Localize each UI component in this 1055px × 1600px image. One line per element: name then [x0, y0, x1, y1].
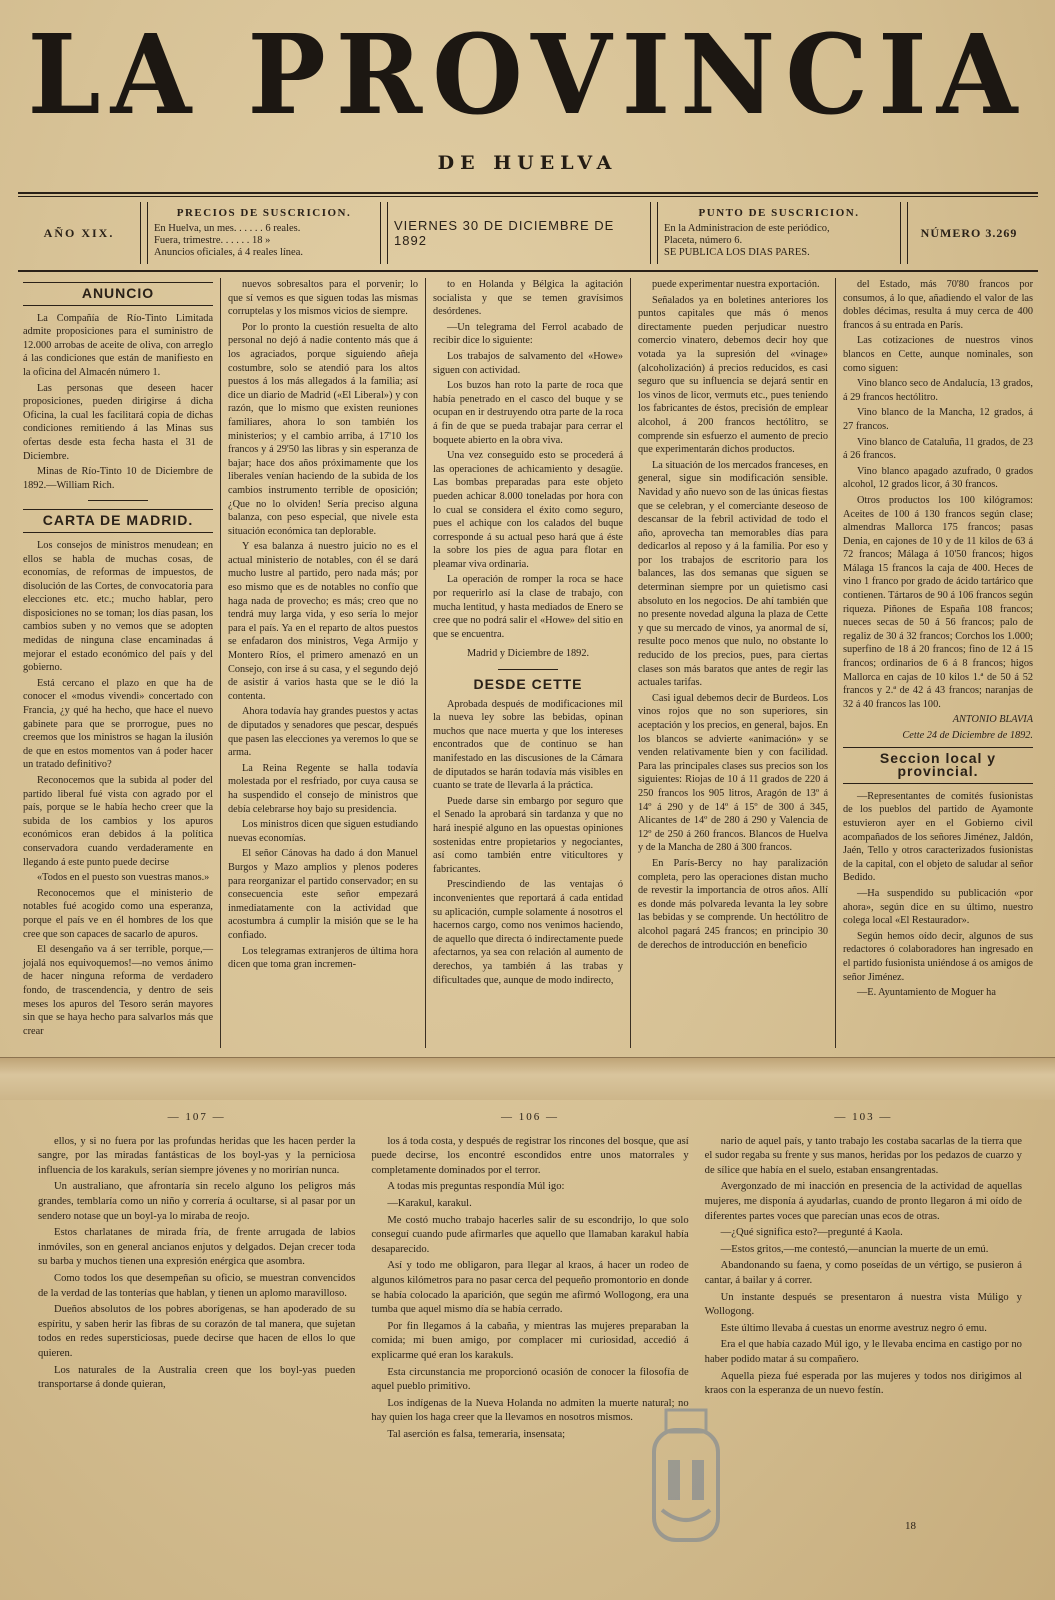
paragraph: En París-Bercy no hay paralización completa, pero las operaciones distan mucho de revestir la importancia de otros años. Allí es donde más polvareda levanta la ley sobre las bebidas y se comprende. Un hectólitro de alcohol pagará 245 francos; en principio 30 de derechos de introducción en beneficio: [638, 857, 829, 951]
column-rule: [220, 278, 221, 1048]
paragraph: Esta circunstancia me proporcionó ocasión de conocer la filosofía de aquel pueblo primitivo.: [371, 1366, 689, 1393]
paragraph: —Un telegrama del Ferrol acabado de recibir dice lo siguiente:: [433, 321, 624, 347]
folletin-page-107: [30, 1110, 363, 1590]
point-line: En la Administracion de este periódico,: [664, 223, 830, 234]
paragraph: Los buzos han roto la parte de roca que había penetrado en el casco del buque y se ocupan en ir destruyendo otra parte de la roca á fin de que se pueda trabajar para cerrar el boquete abierto en la obra viva.: [433, 380, 624, 446]
page-number: 18: [905, 1520, 916, 1532]
page-marker: — 107 —: [167, 1111, 226, 1123]
newspaper-title: LA PROVINCIA: [27, 9, 1028, 140]
paragraph: Tal aserción es falsa, temeraria, insensata;: [387, 1428, 566, 1440]
paragraph: La Reina Regente se halla todavía molestada por el resfriado, por cuya causa se ha suspendido el consejo de ministros que debía celebrarse hoy bajo su presidencia.: [228, 762, 419, 815]
paragraph: Vino blanco de la Mancha, 12 grados, á 27 francos.: [843, 407, 1034, 432]
paragraph: La situación de los mercados franceses, en general, sigue sin modificación sensible. Navidad y año nuevo son de las únicas fiestas que se celebran, y el comerciante deseoso de descansar de la febril actividad de todo el año, aprovecha tan memorables días para dedicarlos al reposo y á la familia. Por eso y por los trabajos de escritorio para los balances, las dos semanas que siguen se determinan siempre por un quietismo casi absoluto en los negocios. De ahí también que no presente novedad alguna la plaza de Cette y que su mercado de vinos, ya anormal de sí, resulte poco menos que nulo, no obstante lo reducido de los precios, pues, para ciertas clases son más baratos que antes de regir las actuales tarifas.: [638, 459, 829, 689]
divider: [498, 669, 558, 670]
column-1: [18, 278, 218, 1048]
paragraph: Por fin llegamos á la cabaña, y mientras las mujeres preparaban la comida; mi buen amigo, por complacer mi curiosidad, accedió á explicarme qué eran los karakuls.: [371, 1320, 689, 1361]
carta-heading: CARTA DE MADRID.: [23, 509, 213, 533]
paragraph: nuevos sobresaltos para el porvenir; lo que sí vemos es que siguen todas las mismas corruptelas y los mismos vicios de siempre.: [228, 279, 419, 318]
column-rule: [630, 278, 631, 1048]
info-separator: [140, 202, 148, 264]
paragraph: nario de aquel país, y tanto trabajo les costaba sacarlas de la tierra que el sudor regaba su frente y sus manos, heridas por los pedazos de cuarzo y de sílice que había en el suelo, estaban ensangrentadas.: [704, 1135, 1022, 1176]
paragraph: Los ministros dicen que siguen estudiando nuevas economías.: [228, 819, 419, 844]
paragraph: Los consejos de ministros menudean; en ellos se habla de muchas cosas, de economías, de reformas de impuestos, de disolución de las Cortes, de convocatoria para elecciones etc. etc.; mucho hablar, pero disposiciones no se toman; los días pasan, los cambios suben y no vemos que se adopten medidas de ninguna clase encaminadas á mejorar el estado económico del país y del gobierno.: [23, 539, 214, 674]
paragraph: El señor Cánovas ha dado á don Manuel Burgos y Mazo amplios y plenos poderes para reorganizar el partido conservador; en su consecuencia este señor empezará inmediatamente con la actividad que acostumbra á cumplir la misión que se le ha confiado.: [228, 848, 419, 941]
paragraph: puede experimentar nuestra exportación.: [652, 279, 820, 290]
column-5: [838, 278, 1038, 1048]
price-line: En Huelva, un mes. . . . . . 6 reales.: [154, 223, 301, 234]
paragraph: Ahora todavía hay grandes puestos y actas de diputados y senadores que pescar, después que pasen las elecciones ya veremos lo que se arma.: [228, 706, 419, 759]
divider: [88, 500, 148, 501]
info-separator: [650, 202, 658, 264]
paragraph: Vino blanco seco de Andalucía, 13 grados, á 29 francos hectólitro.: [843, 378, 1034, 403]
paragraph: Me costó mucho trabajo hacerles salir de su escondrijo, lo que solo conseguí cuando pude afirmarles que aquello que llamaban karakul había desaparecido.: [371, 1214, 689, 1255]
price-line: Fuera, trimestre. . . . . . 18 »: [154, 235, 271, 246]
paragraph: Está cercano el plazo en que ha de conocer el «modus vivendi» concertado con Francia, ¿y qué ha hecho, que hace el nuevo gabinete para que se prorrogue, pues no creemos que los ministros se hagan la ilusión de que en estos momentos van á poder hacer un tratado definitivo?: [23, 677, 214, 771]
info-separator: [900, 202, 908, 264]
paragraph: —Estos gritos,—me contestó,—anuncian la muerte de un emú.: [720, 1243, 989, 1255]
coat-of-arms-icon: [646, 1400, 726, 1560]
anuncio-heading: ANUNCIO: [23, 282, 213, 306]
paragraph: Estos charlatanes de mirada fría, de frente arrugada de labios inmóviles, son en general ancianos enjutos y delgados. Dejan crecer toda su barba y muchos tienen una expresión enérgica que asombra.: [38, 1227, 356, 1268]
paragraph: Los trabajos de salvamento del «Howe» siguen con actividad.: [433, 350, 624, 376]
paragraph: Minas de Río-Tinto 10 de Diciembre de 1892.—William Rich.: [23, 466, 214, 491]
cette-heading: DESDE CETTE: [473, 676, 583, 693]
paragraph: Dueños absolutos de los pobres aborígenas, se han apoderado de su espíritu, y saben herir las fibras de su corazón de tal manera, que sujetan todos en redes supersticiosas, puede decirse que hacen de ellos lo que quieren.: [38, 1304, 356, 1359]
masthead-rule-top: [18, 192, 1038, 194]
paragraph: Los indígenas de la Nueva Holanda no admiten la muerte natural; no hay quien los haga creer que la llevamos en nosotros mismos.: [371, 1397, 689, 1424]
front-page-columns: [18, 278, 1038, 1048]
paragraph: Reconocemos que el ministerio de notables fué acogido como una esperanza, porque el país ve en él hombres de los que cree que son capaces de sacarlo de apuros.: [23, 887, 214, 940]
price-line: Anuncios oficiales, á 4 reales línea.: [154, 247, 303, 258]
paragraph: ellos, y si no fuera por las profundas heridas que les hacen perder la sangre, por las miradas fantásticas de los boyl-yas y la perniciosa influencia de los karakuls, serían siempre jóvenes y no morirían nunca.: [38, 1135, 356, 1176]
prices-box: [148, 200, 380, 266]
year-box: [18, 200, 140, 266]
page-fold: [0, 1057, 1055, 1100]
signature-date: Cette 24 de Diciembre de 1892.: [902, 730, 1034, 741]
column-3: [428, 278, 628, 1048]
column-rule: [835, 278, 836, 1048]
paragraph: Por lo pronto la cuestión resuelta de alto personal no dejó á nadie contento más que á los agraciados, porque siguiendo añeja costumbre, solo se atendió para los altos puestos á los más allegados á la familia; así dice un diario de Madrid («El Liberal») y con razón, que lo mismo que existen reuniones familiares, ahora lo son también los ministerios; y el cambio arriba, á 17'10 los francos y á 29'50 las libras y sin esperanza de bajar; hace dos años próximamente que los liberales venían haciendo de la subida de los cambios instrumento terrible de oposición; ¿Que no lo olviden! Sería preciso alguna balanza, con peso especial, que nivele esta situación económica tan deplorable.: [228, 321, 419, 537]
paragraph: Una vez conseguido esto se procederá á las operaciones de achicamiento y desagüe. Las bombas preparadas para este objeto pueden achicar 8.000 toneladas por hora con lo cual se considera el éxito como seguro, pues el achique con los calados del buque corresponde á su actual peso hará que á éste la sobre los pies de agua para flotar en pleamar viva ordinaria.: [433, 450, 624, 570]
masthead-rule-top-thin: [18, 196, 1038, 197]
point-line: Placeta, número 6.: [664, 235, 743, 246]
archive-watermark: [640, 1400, 970, 1570]
paragraph: Como todos los que desempeñan su oficio, se muestran convencidos de la verdad de las tonterías que hablan, y tienen un aplomo maravilloso.: [38, 1272, 356, 1299]
column-4: [633, 278, 833, 1048]
paragraph: Vino blanco apagado azufrado, 0 grados alcohol, 12 grados licor, á 30 francos.: [843, 465, 1034, 491]
paragraph: Aprobada después de modificaciones mil la nueva ley sobre las bebidas, opinan muchos que nace muerta y que los intereses encontrados que de continuo se han manifestado en las discusiones de la Cámara de diputados se harán todavía más visibles en cuanto se trate de llevarla á la práctica.: [433, 698, 624, 792]
column-2: [223, 278, 423, 1048]
paragraph: El desengaño va á ser terrible, porque,—jojalá nos equivoquemos!—no vemos ánimo de hacer ninguna reforma de verdadero fondo, de trascendencia, y dentro de seis meses los apuros del Tesoro serán mayores sin que se haya hecho para salvarlos más que crear: [23, 944, 214, 1037]
paragraph: Puede darse sin embargo por seguro que el Senado la aprobará sin tardanza y que no hará inespié alguno en las opuestas opiniones sostenidas entre propietarios y negociantes, así como también entre viticultores y fabricantes.: [433, 795, 624, 875]
paragraph: Los naturales de la Australia creen que los boyl-yas pueden transportarse á donde quieran,: [38, 1364, 356, 1391]
paragraph: Los telegramas extranjeros de última hora dicen que toma gran incremen-: [228, 945, 419, 971]
paragraph: Vino blanco de Cataluña, 11 grados, de 23 á 26 francos.: [843, 436, 1034, 462]
point-heading: PUNTO DE SUSCRICION.: [698, 207, 860, 219]
info-separator: [380, 202, 388, 264]
paragraph: Señalados ya en boletines anteriores los puntos capitales que más ó menos directamente pueden perjudicar nuestro comercio vinatero, debemos decir hoy que votada ya la supresión del «vinage» (alcoholización) á precios reducidos, es casi seguro que su influencia se dejará sentir en los vinos de licor, vermuts etc., pues teniendo los fabricantes de éstos, precisión de emplear alcohol, á 200 francos hectólitro, se comprende sin esfuerzo el aumento de precio que experimentarán dichos productos.: [638, 294, 829, 456]
paragraph: los á toda costa, y después de registrar los rincones del bosque, que así puede decirse, los encontré escondidos entre unos matorrales y completamente dominados por el terror.: [371, 1135, 689, 1176]
paragraph: Casi igual debemos decir de Burdeos. Los vinos rojos que no son superiores, sin aceptación y los precios, en general, bajos. En los blancos se advierte «animación» y se venden relativamente bien y con facilidad. Para las principales clases sus precios son los siguientes: Riojas de 10 á 11 grados de 220 á 250 francos los 905 litros, Aragón de 13º á 14º á 290 y de 14º á 15º de 300 á 345, Alicantes de 14º de 280 á 290 y Valencia de 12º de 250 á 260 francos. Blancos de Huelva y de la Mancha de 280 á 300 francos.: [638, 692, 829, 854]
paragraph: Las personas que deseen hacer proposiciones, pueden dirigirse á dicha Oficina, la cual les facilitará copia de dichas condiciones remitiendo á las Minas sus ofertas desde esta fecha hasta el 31 de Diciembre.: [23, 382, 214, 462]
subscription-point-box: [658, 200, 900, 266]
page-marker: — 103 —: [834, 1111, 893, 1123]
column-rule: [425, 278, 426, 1048]
paragraph: Era el que había cazado Múl igo, y le llevaba encima en castigo por no haber podido matar á su compañero.: [704, 1339, 1022, 1365]
date-box: [388, 200, 650, 266]
paragraph: A todas mis preguntas respondía Múl igo:: [387, 1181, 565, 1193]
paragraph: —Ha suspendido su publicación «por ahora», según dice en su último, nuestro colega local «El Restaurador».: [843, 887, 1034, 927]
paragraph: La operación de romper la roca se hace por requerirlo así la clase de trabajo, con mucha lentitud, y hasta mediados de Enero se cree que no podrá salir el «Howe» del sitio en que se encuentra.: [433, 574, 624, 640]
paragraph: to en Holanda y Bélgica la agitación socialista y que se temen gravísimos desórdenes.: [433, 279, 624, 318]
point-line: SE PUBLICA LOS DIAS PARES.: [664, 247, 810, 258]
paragraph: Avergonzado de mi inacción en presencia de la actividad de aquellas mujeres, me disponía á ayudarlas, cuando de pronto llegaron á mi oído de diferentes partes voces que parecían unas ecos de otras.: [704, 1181, 1022, 1222]
signature: ANTONIO BLAVIA: [952, 714, 1034, 726]
paragraph: Otros productos los 100 kilógramos: Aceites de 100 á 130 francos según clase; almendras Mallorca 175 francos; pasas Denia, en cajones de 10 y de 11 kilos de 63 á 72 francos; Málaga á 10'50 francos; higos Málaga 15 francos la caja de 400. Heces de vino 1 franco por grado de ácido tartárico que contienen. Tártaros de 90 á 106 francos según riqueza. Piñones de España 108 francos; nueces secas de 50 á 56 francos; palo de regaliz de 30 á 32 francos; Corchos los 1.000; superfino de 18 á 20 francos; fino de 12 á 15 francos; ordinarios de 6 á 8 francos; higos Mallorca en cajas de 10 kilos 1.ª de 50 á 52 francos y 2.ª de 42 á 43 francos; naranjas de 32 á 40 francos las 100.: [843, 494, 1034, 710]
paragraph: Así y todo me obligaron, para llegar al kraos, á hacer un rodeo de algunos kilómetros para no pasar cerca del pequeño promontorio en donde se había colocado la aparición, que según me afirmó Wollogong, era una tumba que aquel mismo día se había cerrado.: [371, 1260, 689, 1316]
paragraph: Un instante después se presentaron á nuestra vista Múligo y Wollogong.: [704, 1291, 1022, 1318]
paragraph: «Todos en el puesto son vuestras manos.»: [37, 872, 210, 884]
paragraph: Prescindiendo de las ventajas ó inconvenientes que reportará á cada entidad su aplicación, cumple solamente á nosotros el hacernos cargo, como nos venimos haciendo, de aquello que directa ó indirectamente puede afectarnos, ya sea con relación al aumento de derechos, ya también á las trabas y dificultades que, aunque de modo indirecto,: [433, 879, 624, 986]
paragraph: del Estado, más 70'80 francos por consumos, á lo que, añadiendo el valor de las dobles décimas, resulta á muy cerca de 400 francos á su entrada en París.: [843, 279, 1034, 331]
paragraph: Reconocemos que la subida al poder del partido liberal fué vista con agrado por el país, porque se le había hecho creer que la subida de los cambios y los apuros económicos eran debidos á la política conservadora cuando verdaderamente en llegando á este punto puede decirse: [23, 775, 214, 868]
paragraph: —Karakul, karakul.: [387, 1197, 472, 1209]
paragraph: —¿Qué significa esto?—pregunté á Kaola.: [720, 1227, 903, 1239]
page-marker: — 106 —: [500, 1111, 559, 1123]
info-bar: [18, 200, 1038, 266]
dateline: Madrid y Diciembre de 1892.: [466, 648, 590, 660]
issue-number-box: [908, 200, 1030, 266]
newspaper-subtitle: DE HUELVA: [437, 152, 618, 174]
prices-heading: PRECIOS DE SUSCRICION.: [176, 207, 352, 219]
year-label: AÑO XIX.: [43, 225, 115, 240]
info-rule-bottom: [18, 270, 1038, 272]
paragraph: Según hemos oído decir, algunos de sus redactores ó colaboradores han ingresado en el partido fusionista uniéndose á os amigos de señor Jiménez.: [843, 930, 1034, 983]
paragraph: Este último llevaba á cuestas un enorme avestruz negro ó emu.: [720, 1322, 987, 1334]
paragraph: —E. Ayuntamiento de Moguer ha: [857, 987, 996, 999]
paragraph: Aquella pieza fué esperada por las mujeres y todos nos dirigimos al kraos con la esperanza de un nuevo festín.: [704, 1370, 1022, 1397]
paragraph: Un australiano, que afrontaría sin recelo alguno los peligros más grandes, temblaría como un niño y correría á ocultarse, si al pasar por un sendero notase que un boyl-ya lo miraba de reojo.: [38, 1181, 356, 1222]
masthead: [0, 9, 1055, 174]
paragraph: Las cotizaciones de nuestros vinos blancos en Cette, aunque nominales, son como siguen:: [843, 335, 1034, 374]
paragraph: —Representantes de comités fusionistas de los pueblos del partido de Ayamonte estuvieron ayer en el Gobierno civil acompañados de los señores Jiménez, Jaldón, Jaén, Tello y otros caracterizados fusionistas de la capital, con el objeto de saludar al señor Bedido.: [843, 790, 1034, 884]
seccion-heading: Seccion local y provincial.: [843, 747, 1033, 784]
paragraph: Y esa balanza á nuestro juicio no es el actual ministerio de notables, con él se dará mucho lustre al partido, pero nada más; por eso mismo que es de notables no confío que haga nada de provecho; es más; creo que no tendrá muy larga vida, y eso sería lo mejor para el país. Ya en el reparto de altos puestos se enfadaron dos ministros, Vega Armijo y Montero Ríos, el primero amenazó en un Consejo, con irse á su casa, y el segundo dejó de asistir á varios hasta que se le dió la contenta.: [228, 541, 419, 702]
paragraph: Abandonando su faena, y como poseídas de un vértigo, se pusieron á cantar, á bailar y á correr.: [704, 1260, 1022, 1286]
paragraph: La Compañía de Río-Tinto Limitada admite proposiciones para el suministro de 12.000 arrobas de aceite de oliva, con arreglo á las condiciones que están de manifiesto en la oficina del Almacén número 1.: [23, 312, 214, 378]
issue-date: VIERNES 30 DE DICIEMBRE DE 1892: [394, 218, 615, 248]
issue-number: NÚMERO 3.269: [920, 225, 1018, 240]
